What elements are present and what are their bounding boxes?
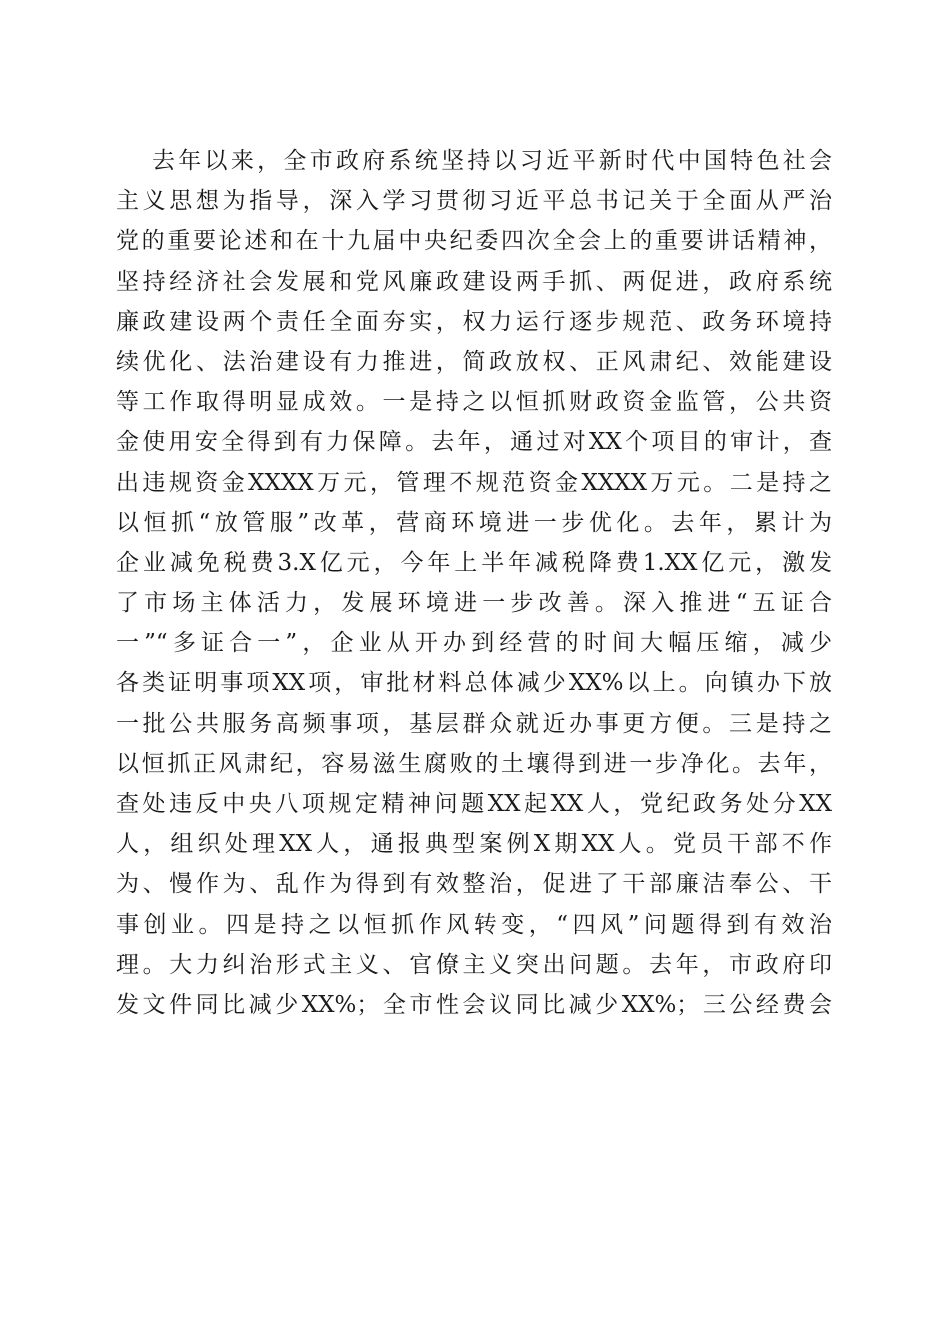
paragraph-line: 事创业。四是持之以恒抓作风转变，“四风”问题得到有效治: [116, 911, 832, 938]
paragraph-line: 人，组织处理XX人，通报典型案例X期XX人。党员干部不作: [116, 831, 832, 858]
paragraph-line: 各类证明事项XX项，审批材料总体减少XX%以上。向镇办下放: [116, 670, 832, 697]
paragraph-line: 出违规资金XXXX万元，管理不规范资金XXXX万元。二是持之: [116, 469, 832, 496]
paragraph-line: 为、慢作为、乱作为得到有效整治，促进了干部廉洁奉公、干: [116, 871, 832, 898]
paragraph-line: 党的重要论述和在十九届中央纪委四次全会上的重要讲话精神，: [116, 228, 832, 255]
paragraph-line: 去年以来，全市政府系统坚持以习近平新时代中国特色社会: [152, 148, 832, 174]
paragraph-line: 一”“多证合一”，企业从开办到经营的时间大幅压缩，减少: [116, 630, 832, 657]
paragraph-line: 金使用安全得到有力保障。去年，通过对XX个项目的审计，查: [116, 429, 832, 456]
paragraph-line: 理。大力纠治形式主义、官僚主义突出问题。去年，市政府印: [116, 951, 832, 978]
paragraph-line: 坚持经济社会发展和党风廉政建设两手抓、两促进，政府系统: [116, 268, 832, 295]
paragraph-line: 了市场主体活力，发展环境进一步改善。深入推进“五证合: [116, 590, 832, 617]
paragraph-line: 廉政建设两个责任全面夯实，权力运行逐步规范、政务环境持: [116, 308, 832, 335]
body-paragraph: [116, 141, 832, 1025]
paragraph-line: 一批公共服务高频事项，基层群众就近办事更方便。三是持之: [116, 710, 832, 737]
paragraph-line: 企业减免税费3.X亿元，今年上半年减税降费1.XX亿元，激发: [116, 549, 832, 576]
paragraph-line: 以恒抓“放管服”改革，营商环境进一步优化。去年，累计为: [116, 509, 832, 536]
paragraph-line: 发文件同比减少XX%；全市性会议同比减少XX%；三公经费会: [116, 991, 832, 1018]
paragraph-line: 续优化、法治建设有力推进，简政放权、正风肃纪、效能建设: [116, 348, 832, 375]
paragraph-line: 等工作取得明显成效。一是持之以恒抓财政资金监管，公共资: [116, 389, 832, 416]
paragraph-line: 以恒抓正风肃纪，容易滋生腐败的土壤得到进一步净化。去年，: [116, 750, 832, 777]
paragraph-line: 主义思想为指导，深入学习贯彻习近平总书记关于全面从严治: [116, 188, 832, 215]
paragraph-line: 查处违反中央八项规定精神问题XX起XX人，党纪政务处分XX: [116, 791, 832, 817]
